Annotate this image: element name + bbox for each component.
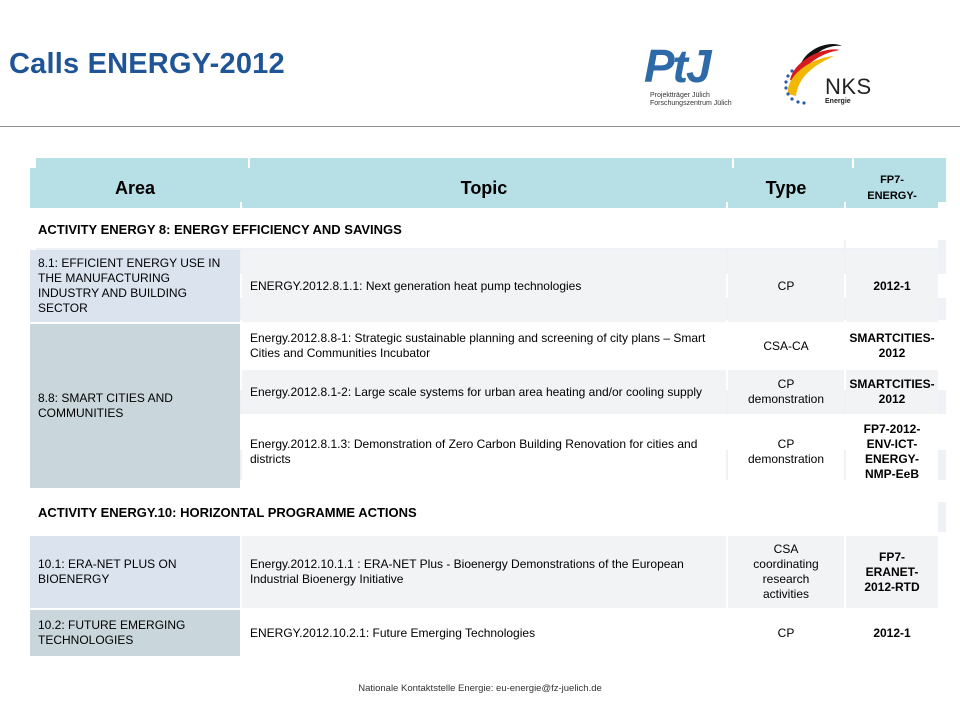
header-call: FP7-ENERGY- (846, 168, 938, 208)
nks-wordmark: NKS (825, 74, 872, 99)
type-8-1-3: CP demonstration (728, 416, 844, 488)
call-10-2-1: 2012-1 (846, 610, 938, 656)
type-8-8-1: CSA-CA (728, 324, 844, 368)
topic-8-8-1: Energy.2012.8.8-1: Strategic sustainable planning and screening of city plans – Smart Cities and Communities Incubator (242, 324, 726, 368)
area-10-1: 10.1: ERA-NET PLUS ON BIOENERGY (30, 536, 240, 608)
topic-10-2-1: ENERGY.2012.10.2.1: Future Emerging Technologies (242, 610, 726, 656)
activity-10-row: ACTIVITY ENERGY.10: HORIZONTAL PROGRAMME ACTIONS (30, 490, 938, 534)
area-8-1: 8.1: EFFICIENT ENERGY USE IN THE MANUFACTURING INDUSTRY AND BUILDING SECTOR (30, 250, 240, 322)
call-8-1-1: 2012-1 (846, 250, 938, 322)
ptj-subtitle-1: Projektträger Jülich (650, 92, 710, 99)
ptj-subtitle-2: Forschungszentrum Jülich (650, 100, 732, 107)
header-area: Area (30, 168, 240, 208)
topic-8-1-2: Energy.2012.8.1-2: Large scale systems for urban area heating and/or cooling supply (242, 370, 726, 414)
footer-contact: Nationale Kontaktstelle Energie: eu-energie@fz-juelich.de (358, 683, 602, 694)
ptj-wordmark: PtJ (644, 40, 710, 92)
nks-subtitle: Energie (825, 98, 851, 105)
topic-8-1-1: ENERGY.2012.8.1.1: Next generation heat pump technologies (242, 250, 726, 322)
nks-logo (780, 36, 880, 112)
type-10-2-1: CP (728, 610, 844, 656)
calls-table (30, 168, 938, 656)
type-8-1-2: CP demonstration (728, 370, 844, 414)
area-10-2: 10.2: FUTURE EMERGING TECHNOLOGIES (30, 610, 240, 656)
header-type: Type (728, 168, 844, 208)
slide-title: Calls ENERGY-2012 (9, 48, 285, 80)
header-divider (0, 126, 960, 127)
ptj-logo (644, 40, 734, 108)
activity-8-row: ACTIVITY ENERGY 8: ENERGY EFFICIENCY AND SAVINGS (30, 210, 844, 248)
topic-10-1-1: Energy.2012.10.1.1 : ERA-NET Plus - Bioenergy Demonstrations of the European Industrial Bioenergy Initiative (242, 536, 726, 608)
call-8-1-2: SMARTCITIES-2012 (846, 370, 938, 414)
activity-8-empty-cell (846, 210, 938, 248)
call-10-1-1: FP7-ERANET-2012-RTD (846, 536, 938, 608)
call-8-8-1: SMARTCITIES-2012 (846, 324, 938, 368)
area-8-8: 8.8: SMART CITIES AND COMMUNITIES (30, 324, 240, 488)
call-8-1-3: FP7-2012-ENV-ICT-ENERGY-NMP-EeB (846, 416, 938, 488)
header-topic: Topic (242, 168, 726, 208)
type-10-1-1: CSA coordinating research activities (728, 536, 844, 608)
type-8-1-1: CP (728, 250, 844, 322)
topic-8-1-3: Energy.2012.8.1.3: Demonstration of Zero Carbon Building Renovation for cities and districts (242, 416, 726, 488)
